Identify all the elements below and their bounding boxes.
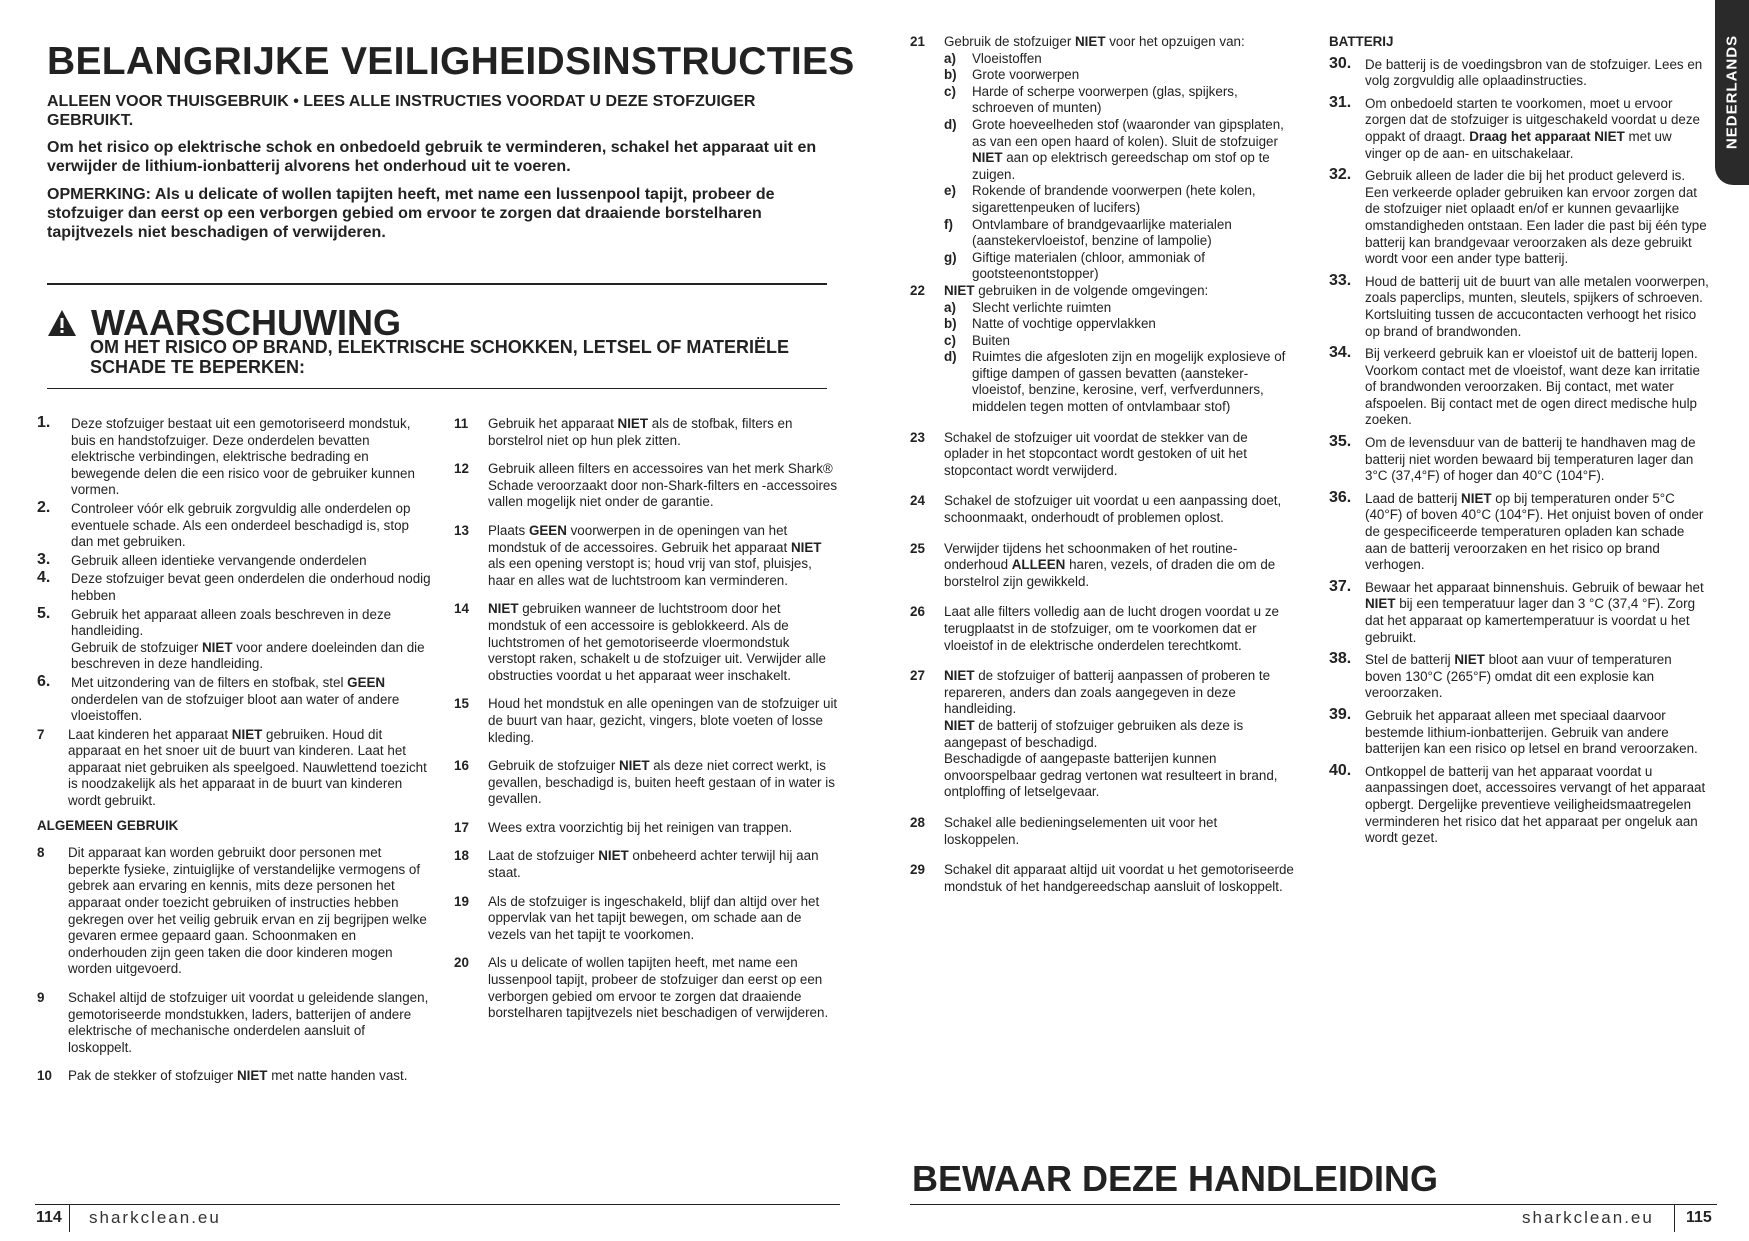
instructions-column-3: [910, 34, 1295, 903]
instructions-column-2: [454, 416, 839, 1030]
list-item: 9 Schakel altijd de stofzuiger uit voordat u geleidende slangen, gemotoriseerde mondstukken, laders, batterijen of andere elektrische of mechanische onderdelen aansluit of loskoppelt.: [37, 990, 429, 1055]
sub-item: a) Slecht verlichte ruimten: [944, 299, 1112, 315]
list-item: 2. Controleer vóór elk gebruik zorgvuldig alle onderdelen op eventuele schade. Als een onderdeel beschadigd is, stop dan met gebruiken.: [37, 498, 411, 550]
warning-subtitle: OM HET RISICO OP BRAND, ELEKTRISCHE SCHOKKEN, LETSEL OF MATERIËLE SCHADE TE BEPERKEN:: [90, 337, 790, 377]
save-manual-heading: BEWAAR DEZE HANDLEIDING: [912, 1158, 1439, 1199]
list-item: 12 Gebruik alleen filters en accessoires van het merk Shark® Schade veroorzaakt door non-Shark-filters en -accessoires vallen mogelijk niet onder de garantie.: [454, 461, 838, 510]
warning-title: WAARSCHUWING: [91, 302, 401, 343]
list-item: 27 NIET de stofzuiger of batterij aanpassen of proberen te repareren, anders dan zoals aangegeven in deze handleiding. NIET de batterij of stofzuiger gebruiken als deze is aangepast of beschadigd. Beschadigde of aangepaste batterijen kunnen onvoorspelbaar gedrag vertonen wat resulteert in brand, ontploffing of letselgevaar.: [910, 668, 1278, 800]
list-item: 16 Gebruik de stofzuiger NIET als deze niet correct werkt, is gevallen, beschadigd is, buiten heeft gestaan of in water is gevallen.: [454, 758, 835, 807]
list-item: 26 Laat alle filters volledig aan de lucht drogen voordat u ze terugplaatst in de stofzuiger, om te voorkomen dat er vloeistof in de elektrische onderdelen terechtkomt.: [910, 604, 1279, 653]
warning-icon: [47, 308, 77, 338]
sub-item: f) Ontvlambare of brandgevaarlijke materialen (aanstekervloeistof, benzine of lampolie): [944, 216, 1232, 249]
sub-item: c) Harde of scherpe voorwerpen (glas, spijkers, schroeven of munten): [944, 83, 1238, 116]
list-item: 34. Bij verkeerd gebruik kan er vloeistof uit de batterij lopen. Voorkom contact met de vloeistof, want deze kan irritatie of brandwonden veroorzaken. Bij contact, met water afspoelen. Bij contact met de ogen direct medische hulp zoeken.: [1329, 344, 1700, 428]
sub-item: a) Vloeistoffen: [944, 50, 1042, 66]
footer-separator: [1674, 1204, 1675, 1232]
list-item: 30. De batterij is de voedingsbron van de stofzuiger. Lees en volg zorgvuldig alle oplaadinstructies.: [1329, 54, 1703, 89]
list-item: 8 Dit apparaat kan worden gebruikt door personen met beperkte fysieke, zintuiglijke of verstandelijke vermogens of gebrek aan ervaring en kennis, mits deze personen het apparaat onder toezicht gebruiken of instructies hebben gekregen over het veilig gebruik ervan en zij begrijpen welke gevaren ermee gepaard gaan. Schoonmaken en onderhouden zijn geen taken die door kinderen mogen worden uitgevoerd.: [37, 845, 427, 977]
list-item: 11 Gebruik het apparaat NIET als de stofbak, filters en borstelrol niet op hun plek zitten.: [454, 416, 793, 448]
list-item: 33. Houd de batterij uit de buurt van alle metalen voorwerpen, zoals paperclips, munten, sleutels, spijkers of schroeven. Kortsluiting tussen de accucontacten verhoogt het risico op brand of brandwonden.: [1329, 271, 1709, 339]
list-item: 20 Als u delicate of wollen tapijten heeft, met name een lussenpool tapijt, probeer de stofzuiger dan eerst op een verborgen gebied om ervoor te zorgen dat draaiende borstelharen tapijtvezels niet beschadigen of verwijderen.: [454, 955, 829, 1021]
sub-item: d) Ruimtes die afgesloten zijn en mogelijk explosieve of giftige dampen of gassen bevatten (aanstekervloeistof, benzine, kerosine, verf, verfverdunners, middelen tegen motten of ontvlambaar stof): [944, 349, 1286, 415]
sub-item: b) Natte of vochtige oppervlakken: [944, 316, 1156, 332]
list-item: 38. Stel de batterij NIET bloot aan vuur of temperaturen boven 130°C (265°F) omdat dit een explosie kan veroorzaken.: [1329, 650, 1672, 701]
list-item: 19 Als de stofzuiger is ingeschakeld, blijf dan altijd over het oppervlak van het tapijt bewegen, om schade aan de vezels van het tapijt te voorkomen.: [454, 893, 820, 942]
list-item: 32. Gebruik alleen de lader die bij het product geleverd is. Een verkeerde oplader gebruiken kan ervoor zorgen dat de stofzuiger niet oplaadt en/of er kunnen gevaarlijke omstandigheden ontstaan. Een lader die past bij één type batterij kan brandgevaar veroorzaken als deze gebruikt wordt voor een ander type batterij.: [1329, 166, 1707, 267]
list-item: 5. Gebruik het apparaat alleen zoals beschreven in deze handleiding. Gebruik de stofzuiger NIET voor andere doeleinden dan die beschreven in deze handleiding.: [37, 604, 425, 672]
sub-item: d) Grote hoeveelheden stof (waaronder van gipsplaten, as van een open haard of kolen). Sluit de stofzuiger NIET aan op elektrisch gereedschap om stof op te zuigen.: [944, 116, 1284, 182]
page-title: BELANGRIJKE VEILIGHEIDSINSTRUCTIES: [47, 40, 855, 83]
left-page: [0, 0, 874, 1241]
footer-rule: [35, 1204, 840, 1205]
page-number: 115: [1686, 1209, 1712, 1226]
list-item: 40. Ontkoppel de batterij van het apparaat voordat u aanpassingen doet, accessoires vervangt of het apparaat opbergt. Dergelijke preventieve veiligheidsmaatregelen verminderen het risico dat het apparaat per ongeluk aan wordt gezet.: [1329, 761, 1706, 846]
list-item: 39. Gebruik het apparaat alleen met speciaal daarvoor bestemde lithium-ionbatterijen. Gebruik van andere batterijen kan een risico op letsel en brand veroorzaken.: [1329, 705, 1698, 757]
intro-note: OPMERKING: Als u delicate of wollen tapijten heeft, met name een lussenpool tapijt, probeer de stofzuiger dan eerst op een verborgen gebied om ervoor te zorgen dat draaiende borstelharen tapijtvezels niet beschadigen of verwijderen.: [47, 186, 775, 241]
intro-home-use: ALLEEN VOOR THUISGEBRUIK • LEES ALLE INSTRUCTIES VOORDAT U DEZE STOFZUIGER GEBRUIKT.: [47, 93, 756, 129]
list-item: 4. Deze stofzuiger bevat geen onderdelen die onderhoud nodig hebben: [37, 569, 431, 603]
list-item: 17 Wees extra voorzichtig bij het reinigen van trappen.: [454, 819, 793, 835]
list-item: 6. Met uitzondering van de filters en stofbak, stel GEEN onderdelen van de stofzuiger bloot aan water of andere vloeistoffen.: [37, 672, 400, 724]
list-item: 35. Om de levensduur van de batterij te handhaven mag de batterij niet worden bewaard bij temperaturen lager dan 3°C (37,4°F) of hoger dan 40°C (104°F).: [1329, 433, 1696, 484]
page-number: 114: [36, 1209, 62, 1226]
sub-item: g) Giftige materialen (chloor, ammoniak of gootsteenontstopper): [944, 249, 1205, 282]
list-item: 28 Schakel alle bedieningselementen uit voor het loskoppelen.: [910, 814, 1218, 847]
list-item: 29 Schakel dit apparaat altijd uit voordat u het gemotoriseerde mondstuk of het handgereedschap aansluit of loskoppelt.: [910, 862, 1294, 894]
website-url: sharkclean.eu: [89, 1208, 221, 1227]
list-item: 23 Schakel de stofzuiger uit voordat de stekker van de oplader in het stopcontact wordt gestoken of uit het stopcontact wordt verwijderd.: [910, 429, 1248, 478]
instructions-column-1: [37, 416, 432, 1093]
list-item: 3. Gebruik alleen identieke vervangende onderdelen: [37, 550, 367, 568]
list-item: 31. Om onbedoeld starten te voorkomen, moet u ervoor zorgen dat de stofzuiger is uitgeschakeld voordat u deze oppakt of draagt. Draag het apparaat NIET met uw vinger op de aan- en uitschakelaar.: [1329, 93, 1700, 161]
footer-separator: [69, 1204, 70, 1232]
list-item: 10 Pak de stekker of stofzuiger NIET met natte handen vast.: [37, 1068, 408, 1084]
list-item: 13 Plaats GEEN voorwerpen in de openingen van het mondstuk of de accessoires. Gebruik het apparaat NIET als een opening verstopt is; houd vrij van stof, pluisjes, haar en alles wat de luchtstroom kan verminderen.: [454, 522, 822, 588]
divider: [47, 388, 827, 389]
list-item: 1. Deze stofzuiger bestaat uit een gemotoriseerd mondstuk, buis en handstofzuiger. Deze onderdelen bevatten elektrische verbindingen, elektrische bedrading en bewegende delen die een risico voor de gebruiker kunnen vormen.: [37, 414, 415, 498]
right-page: [874, 0, 1749, 1241]
list-item: 21 Gebruik de stofzuiger NIET voor het opzuigen van:: [910, 34, 1245, 49]
list-item: 15 Houd het mondstuk en alle openingen van de stofzuiger uit de buurt van haar, gezicht, vingers, blote voeten of losse kleding.: [454, 696, 838, 745]
divider: [47, 283, 827, 285]
list-item: 37. Bewaar het apparaat binnenshuis. Gebruik of bewaar het NIET bij een temperatuur lager dan 3 °C (37,4 °F). Zorg dat het apparaat op kamertemperatuur is voordat u het gebruikt.: [1329, 577, 1704, 645]
list-item: 18 Laat de stofzuiger NIET onbeheerd achter terwijl hij aan staat.: [454, 848, 819, 881]
list-item: 36. Laad de batterij NIET op bij temperaturen onder 5°C (40°F) of boven 40°C (104°F). Het onjuist boven of onder de gespecificeerde temperaturen opladen kan schade aan de batterij veroorzaken en het risico op brand verhogen.: [1329, 488, 1704, 573]
sub-item: e) Rokende of brandende voorwerpen (hete kolen, sigarettenpeuken of lucifers): [944, 183, 1256, 215]
list-item: 7 Laat kinderen het apparaat NIET gebruiken. Houd dit apparaat en het snoer uit de buurt van kinderen. Laat het apparaat niet gebruiken als speelgoed. Nauwlettend toezicht is noodzakelijk als het apparaat in de buurt van kinderen wordt gebruikt.: [37, 726, 427, 809]
footer-rule: [910, 1204, 1717, 1205]
section-battery: BATTERIJ: [1329, 34, 1394, 49]
section-general-use: ALGEMEEN GEBRUIK: [37, 817, 179, 833]
list-item: 14 NIET gebruiken wanneer de luchtstroom door het mondstuk of een accessoire is geblokkeerd. Als de luchtstromen of het gemotoriseerde vloermondstuk verstopt raken, schakelt u de stofzuiger uit. Verwijder alle obstructies voordat u het apparaat weer inschakelt.: [454, 601, 826, 683]
sub-item: b) Grote voorwerpen: [944, 67, 1080, 83]
instructions-column-4: [1329, 34, 1709, 847]
list-item: 24 Schakel de stofzuiger uit voordat u een aanpassing doet, schoonmaakt, onderhoudt of problemen oplost.: [910, 493, 1282, 526]
intro-shock-risk: Om het risico op elektrische schok en onbedoeld gebruik te verminderen, schakel het apparaat uit en verwijder de lithium-ionbatterij alvorens het onderhoud uit te voeren.: [47, 139, 817, 175]
language-tab: NEDERLANDS: [1715, 0, 1749, 185]
website-url: sharkclean.eu: [1522, 1208, 1654, 1227]
list-item: 22 NIET gebruiken in de volgende omgevingen:: [910, 282, 1209, 298]
sub-item: c) Buiten: [944, 332, 1010, 348]
list-item: 25 Verwijder tijdens het schoonmaken of het routine-onderhoud ALLEEN haren, vezels, of draden die om de borstelrol zijn gewikkeld.: [910, 540, 1276, 589]
